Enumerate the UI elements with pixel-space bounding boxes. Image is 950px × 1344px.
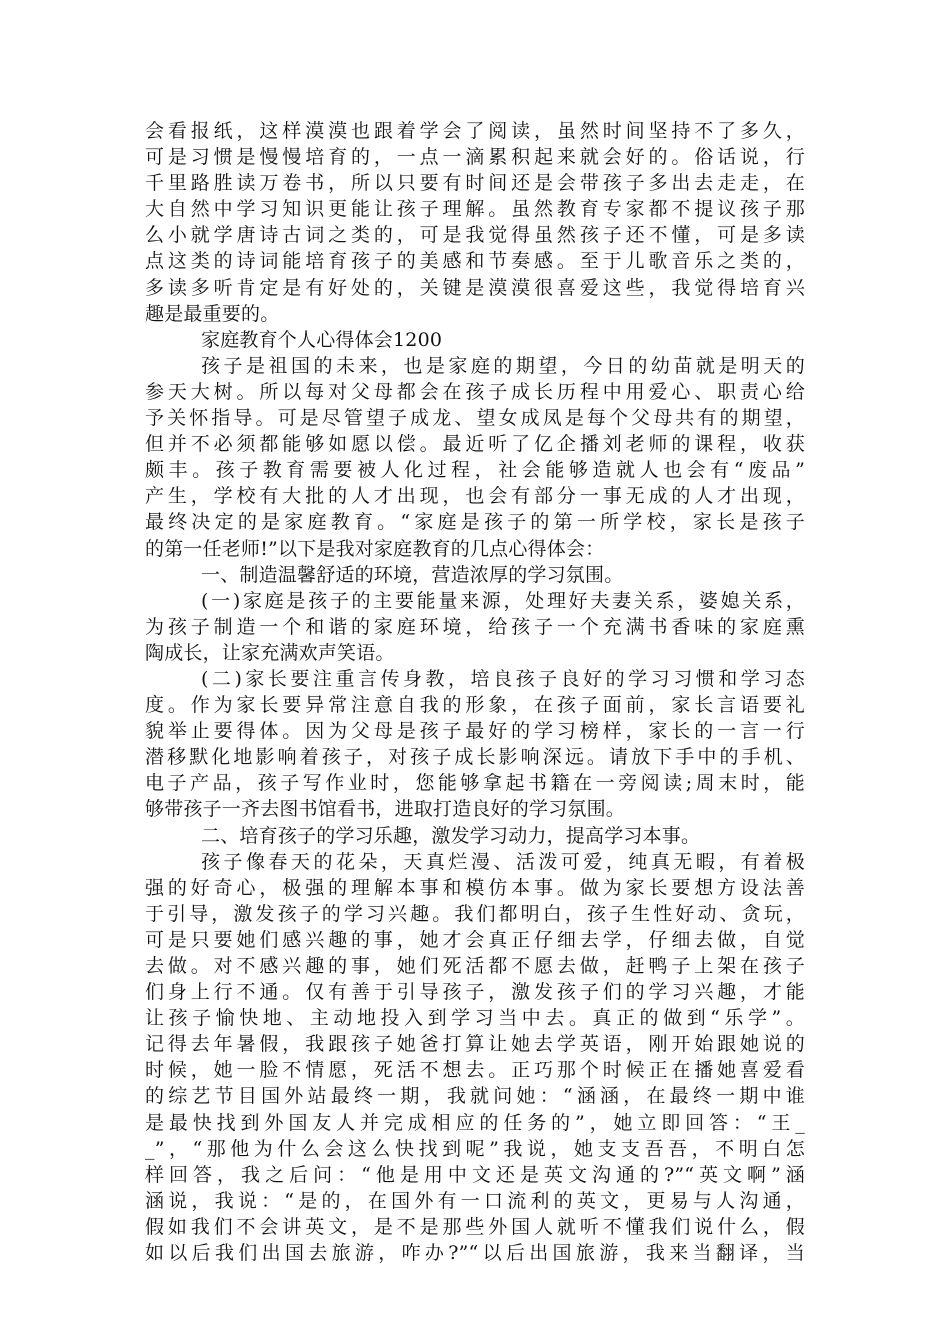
text-line: 大自然中学习知识更能让孩子理解。虽然教育专家都不提议孩子那: [145, 198, 805, 221]
text-line: 予关怀指导。可是尽管望子成龙、望女成凤是每个父母共有的期望，: [145, 407, 805, 430]
text-line: 时候，她一脸不情愿，死活不想去。正巧那个时候正在播她喜爱看: [145, 1059, 805, 1082]
text-line: 点这类的诗词能培育孩子的美感和节奏感。至于儿歌音乐之类的，: [145, 250, 805, 273]
text-line: 涵说，我说：“是的，在国外有一口流利的英文，更易与人沟通，: [145, 1189, 805, 1212]
text-line: 记得去年暑假，我跟孩子她爸打算让她去学英语，刚开始跟她说的: [145, 1033, 805, 1056]
text-line: 千里路胜读万卷书，所以只要有时间还是会带孩子多出去走走，在: [145, 172, 805, 195]
text-line: 强的好奇心，极强的理解本事和模仿本事。做为家长要想方设法善: [145, 876, 805, 899]
text-line: 让孩子愉快地、主动地投入到学习当中去。真正的做到“乐学”。: [145, 1007, 805, 1030]
text-line: 样回答，我之后问：“他是用中文还是英文沟通的?”“英文啊”涵: [145, 1163, 805, 1186]
text-line: 孩子是祖国的未来，也是家庭的期望，今日的幼苗就是明天的: [201, 354, 805, 377]
text-line: 度。作为家长要异常注意自我的形象，在孩子面前，家长言语要礼: [145, 694, 805, 717]
text-line: _”，“那他为什么会这么快找到呢”我说，她支支吾吾，不明白怎: [145, 1137, 805, 1160]
text-line: 会看报纸，这样漠漠也跟着学会了阅读，虽然时间坚持不了多久，: [145, 120, 805, 142]
text-line: 是最快找到外国友人并完成相应的任务的”，她立即回答：“王_: [145, 1111, 805, 1134]
text-line: 貌举止要得体。因为父母是孩子最好的学习榜样，家长的一言一行: [145, 720, 805, 743]
text-line: 二、培育孩子的学习乐趣，激发学习动力，提高学习本事。: [201, 824, 701, 847]
document-body: [145, 118, 805, 1266]
text-line: 的综艺节目国外站最终一期，我就问她：“涵涵，在最终一期中谁: [145, 1085, 805, 1108]
text-line: 如以后我们出国去旅游，咋办?”“以后出国旅游，我来当翻译，当: [145, 1242, 805, 1265]
text-line: 参天大树。所以每对父母都会在孩子成长历程中用爱心、职责心给: [145, 380, 805, 403]
text-line: 电子产品，孩子写作业时，您能够拿起书籍在一旁阅读;周末时，能: [145, 772, 805, 795]
text-line: 为孩子制造一个和谐的家庭环境，给孩子一个充满书香味的家庭熏: [145, 615, 805, 638]
text-line: 潜移默化地影响着孩子，对孩子成长影响深远。请放下手中的手机、: [145, 746, 805, 769]
text-line: 最终决定的是家庭教育。“家庭是孩子的第一所学校，家长是孩子: [145, 511, 805, 534]
text-line: 们身上行不通。仅有善于引导孩子，激发孩子们的学习兴趣，才能: [145, 981, 805, 1004]
text-line: 够带孩子一齐去图书馆看书，进取打造良好的学习氛围。: [145, 798, 626, 821]
text-line: (一)家庭是孩子的主要能量来源，处理好夫妻关系，婆媳关系，: [201, 589, 805, 612]
text-line: 陶成长，让家充满欢声笑语。: [145, 641, 395, 664]
text-line: 可是习惯是慢慢培育的，一点一滴累积起来就会好的。俗话说，行: [145, 146, 805, 169]
text-line: 产生，学校有大批的人才出现，也会有部分一事无成的人才出现，: [145, 485, 805, 508]
text-line: 么小就学唐诗古词之类的，可是我觉得虽然孩子还不懂，可是多读: [145, 224, 805, 247]
text-line: 可是只要她们感兴趣的事，她才会真正仔细去学，仔细去做，自觉: [145, 928, 805, 951]
text-line: 一、制造温馨舒适的环境，营造浓厚的学习氛围。: [201, 563, 624, 586]
text-line: 于引导，激发孩子的学习兴趣。我们都明白，孩子生性好动、贪玩，: [145, 902, 805, 925]
text-line: 孩子像春天的花朵，天真烂漫、活泼可爱，纯真无暇，有着极: [201, 850, 805, 873]
text-line: 趣是最重要的。: [145, 302, 280, 325]
text-line: 多读多听肯定是有好处的，关键是漠漠很喜爱这些，我觉得培育兴: [145, 276, 805, 299]
text-line: 的第一任老师!”以下是我对家庭教育的几点心得体会：: [145, 537, 605, 560]
text-line: 家庭教育个人心得体会1200: [201, 328, 443, 351]
text-line: (二)家长要注重言传身教，培良孩子良好的学习习惯和学习态: [201, 667, 805, 690]
text-line: 颇丰。孩子教育需要被人化过程，社会能够造就人也会有“废品”: [145, 459, 805, 482]
text-line: 假如我们不会讲英文，是不是那些外国人就听不懂我们说什么，假: [145, 1215, 805, 1238]
text-line: 去做。对不感兴趣的事，她们死活都不愿去做，赶鸭子上架在孩子: [145, 955, 805, 977]
text-line: 但并不必须都能够如愿以偿。最近听了亿企播刘老师的课程，收获: [145, 433, 805, 456]
